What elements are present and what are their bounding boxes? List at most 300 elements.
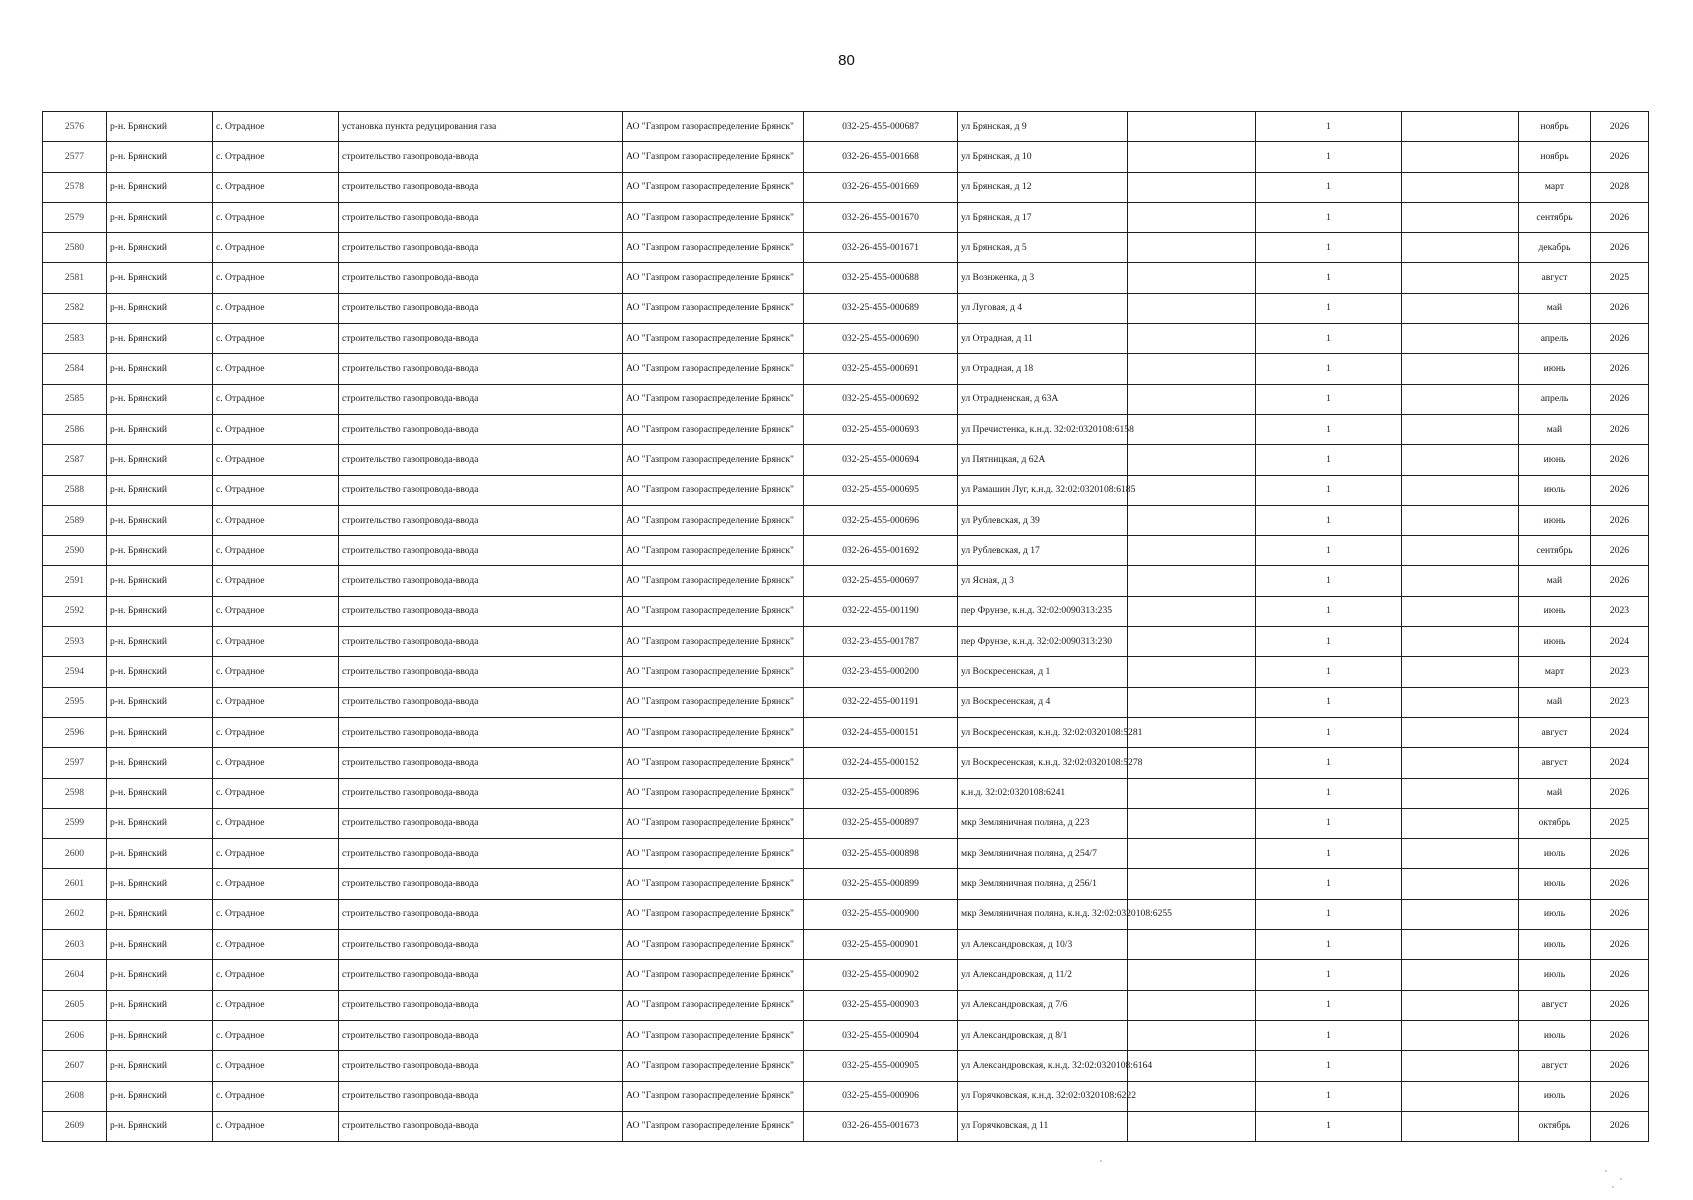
- year-cell: 2026: [1591, 233, 1649, 263]
- work-type-cell: строительство газопровода-ввода: [339, 536, 623, 566]
- address-cell: мкр Земляничная поляна, д 254/7: [958, 839, 1128, 869]
- object-code-cell: 032-23-455-000200: [804, 657, 958, 687]
- object-code-cell: 032-23-455-001787: [804, 627, 958, 657]
- object-code-cell: 032-26-455-001673: [804, 1111, 958, 1141]
- month-cell: июнь: [1519, 354, 1591, 384]
- empty-cell: [1128, 1081, 1256, 1111]
- count-cell: 1: [1256, 1081, 1402, 1111]
- organization-cell: АО "Газпром газораспределение Брянск": [623, 596, 804, 626]
- organization-cell: АО "Газпром газораспределение Брянск": [623, 142, 804, 172]
- village-cell: с. Отрадное: [213, 414, 339, 444]
- work-type-cell: строительство газопровода-ввода: [339, 869, 623, 899]
- object-code-cell: 032-24-455-000151: [804, 717, 958, 747]
- address-cell: ул Александровская, д 10/3: [958, 930, 1128, 960]
- table-row: [43, 505, 1649, 535]
- row-number-cell: 2606: [43, 1020, 107, 1050]
- year-cell: 2026: [1591, 505, 1649, 535]
- count-cell: 1: [1256, 930, 1402, 960]
- table-row: [43, 445, 1649, 475]
- year-cell: 2026: [1591, 354, 1649, 384]
- table-row: [43, 566, 1649, 596]
- village-cell: с. Отрадное: [213, 778, 339, 808]
- object-code-cell: 032-25-455-000690: [804, 324, 958, 354]
- work-type-cell: строительство газопровода-ввода: [339, 263, 623, 293]
- address-cell: ул Вознженка, д 3: [958, 263, 1128, 293]
- district-cell: р-н. Брянский: [107, 839, 213, 869]
- village-cell: с. Отрадное: [213, 1051, 339, 1081]
- district-cell: р-н. Брянский: [107, 1051, 213, 1081]
- month-cell: май: [1519, 293, 1591, 323]
- year-cell: 2026: [1591, 566, 1649, 596]
- month-cell: октябрь: [1519, 808, 1591, 838]
- organization-cell: АО "Газпром газораспределение Брянск": [623, 536, 804, 566]
- organization-cell: АО "Газпром газораспределение Брянск": [623, 657, 804, 687]
- empty-cell: [1128, 1111, 1256, 1141]
- month-cell: апрель: [1519, 324, 1591, 354]
- object-code-cell: 032-25-455-000691: [804, 354, 958, 384]
- work-type-cell: строительство газопровода-ввода: [339, 475, 623, 505]
- month-cell: сентябрь: [1519, 202, 1591, 232]
- organization-cell: АО "Газпром газораспределение Брянск": [623, 717, 804, 747]
- village-cell: с. Отрадное: [213, 475, 339, 505]
- work-type-cell: строительство газопровода-ввода: [339, 566, 623, 596]
- empty-cell: [1128, 869, 1256, 899]
- village-cell: с. Отрадное: [213, 112, 339, 142]
- scan-speck: [1100, 1160, 1102, 1162]
- address-cell: ул Александровская, д 7/6: [958, 990, 1128, 1020]
- empty-cell: [1402, 657, 1519, 687]
- object-code-cell: 032-25-455-000905: [804, 1051, 958, 1081]
- work-type-cell: строительство газопровода-ввода: [339, 960, 623, 990]
- count-cell: 1: [1256, 293, 1402, 323]
- district-cell: р-н. Брянский: [107, 324, 213, 354]
- year-cell: 2024: [1591, 627, 1649, 657]
- work-type-cell: строительство газопровода-ввода: [339, 414, 623, 444]
- row-number-cell: 2589: [43, 505, 107, 535]
- table-row: [43, 960, 1649, 990]
- organization-cell: АО "Газпром газораспределение Брянск": [623, 1051, 804, 1081]
- count-cell: 1: [1256, 354, 1402, 384]
- empty-cell: [1402, 293, 1519, 323]
- organization-cell: АО "Газпром газораспределение Брянск": [623, 748, 804, 778]
- organization-cell: АО "Газпром газораспределение Брянск": [623, 293, 804, 323]
- district-cell: р-н. Брянский: [107, 717, 213, 747]
- year-cell: 2026: [1591, 839, 1649, 869]
- empty-cell: [1128, 142, 1256, 172]
- empty-cell: [1402, 324, 1519, 354]
- empty-cell: [1128, 202, 1256, 232]
- work-type-cell: строительство газопровода-ввода: [339, 505, 623, 535]
- empty-cell: [1402, 414, 1519, 444]
- count-cell: 1: [1256, 324, 1402, 354]
- empty-cell: [1402, 566, 1519, 596]
- object-code-cell: 032-25-455-000696: [804, 505, 958, 535]
- object-code-cell: 032-25-455-000697: [804, 566, 958, 596]
- district-cell: р-н. Брянский: [107, 202, 213, 232]
- work-type-cell: строительство газопровода-ввода: [339, 778, 623, 808]
- row-number-cell: 2587: [43, 445, 107, 475]
- district-cell: р-н. Брянский: [107, 445, 213, 475]
- work-type-cell: строительство газопровода-ввода: [339, 384, 623, 414]
- empty-cell: [1128, 414, 1256, 444]
- organization-cell: АО "Газпром газораспределение Брянск": [623, 505, 804, 535]
- table-row: [43, 657, 1649, 687]
- row-number-cell: 2592: [43, 596, 107, 626]
- organization-cell: АО "Газпром газораспределение Брянск": [623, 233, 804, 263]
- count-cell: 1: [1256, 596, 1402, 626]
- address-cell: ул Пятницкая, д 62А: [958, 445, 1128, 475]
- empty-cell: [1402, 596, 1519, 626]
- district-cell: р-н. Брянский: [107, 505, 213, 535]
- empty-cell: [1128, 687, 1256, 717]
- organization-cell: АО "Газпром газораспределение Брянск": [623, 808, 804, 838]
- table-row: [43, 263, 1649, 293]
- count-cell: 1: [1256, 445, 1402, 475]
- count-cell: 1: [1256, 475, 1402, 505]
- gas-connection-table: [42, 111, 1649, 1142]
- object-code-cell: 032-26-455-001671: [804, 233, 958, 263]
- year-cell: 2028: [1591, 172, 1649, 202]
- table-row: [43, 748, 1649, 778]
- work-type-cell: строительство газопровода-ввода: [339, 717, 623, 747]
- organization-cell: АО "Газпром газораспределение Брянск": [623, 960, 804, 990]
- count-cell: 1: [1256, 990, 1402, 1020]
- month-cell: июль: [1519, 899, 1591, 929]
- empty-cell: [1402, 142, 1519, 172]
- village-cell: с. Отрадное: [213, 142, 339, 172]
- empty-cell: [1128, 748, 1256, 778]
- address-cell: ул Рублевская, д 17: [958, 536, 1128, 566]
- organization-cell: АО "Газпром газораспределение Брянск": [623, 839, 804, 869]
- count-cell: 1: [1256, 112, 1402, 142]
- empty-cell: [1402, 354, 1519, 384]
- district-cell: р-н. Брянский: [107, 1081, 213, 1111]
- empty-cell: [1402, 778, 1519, 808]
- month-cell: июль: [1519, 839, 1591, 869]
- row-number-cell: 2597: [43, 748, 107, 778]
- organization-cell: АО "Газпром газораспределение Брянск": [623, 899, 804, 929]
- month-cell: март: [1519, 172, 1591, 202]
- empty-cell: [1402, 990, 1519, 1020]
- table-body: [43, 112, 1649, 1142]
- organization-cell: АО "Газпром газораспределение Брянск": [623, 869, 804, 899]
- month-cell: май: [1519, 778, 1591, 808]
- empty-cell: [1402, 808, 1519, 838]
- empty-cell: [1128, 263, 1256, 293]
- village-cell: с. Отрадное: [213, 687, 339, 717]
- address-cell: ул Воскресенская, к.н.д. 32:02:0320108:5281: [958, 717, 1128, 747]
- address-cell: ул Воскресенская, д 4: [958, 687, 1128, 717]
- organization-cell: АО "Газпром газораспределение Брянск": [623, 990, 804, 1020]
- address-cell: ул Рамашин Луг, к.н.д. 32:02:0320108:6185: [958, 475, 1128, 505]
- count-cell: 1: [1256, 414, 1402, 444]
- year-cell: 2026: [1591, 202, 1649, 232]
- organization-cell: АО "Газпром газораспределение Брянск": [623, 687, 804, 717]
- month-cell: май: [1519, 414, 1591, 444]
- organization-cell: АО "Газпром газораспределение Брянск": [623, 384, 804, 414]
- district-cell: р-н. Брянский: [107, 960, 213, 990]
- year-cell: 2025: [1591, 808, 1649, 838]
- district-cell: р-н. Брянский: [107, 808, 213, 838]
- district-cell: р-н. Брянский: [107, 1111, 213, 1141]
- table-row: [43, 687, 1649, 717]
- empty-cell: [1128, 445, 1256, 475]
- empty-cell: [1402, 1111, 1519, 1141]
- organization-cell: АО "Газпром газораспределение Брянск": [623, 263, 804, 293]
- village-cell: с. Отрадное: [213, 990, 339, 1020]
- count-cell: 1: [1256, 778, 1402, 808]
- empty-cell: [1128, 717, 1256, 747]
- address-cell: мкр Земляничная поляна, д 223: [958, 808, 1128, 838]
- address-cell: ул Ясная, д 3: [958, 566, 1128, 596]
- work-type-cell: строительство газопровода-ввода: [339, 142, 623, 172]
- row-number-cell: 2601: [43, 869, 107, 899]
- organization-cell: АО "Газпром газораспределение Брянск": [623, 1111, 804, 1141]
- row-number-cell: 2580: [43, 233, 107, 263]
- organization-cell: АО "Газпром газораспределение Брянск": [623, 627, 804, 657]
- village-cell: с. Отрадное: [213, 293, 339, 323]
- organization-cell: АО "Газпром газораспределение Брянск": [623, 445, 804, 475]
- empty-cell: [1128, 566, 1256, 596]
- row-number-cell: 2583: [43, 324, 107, 354]
- district-cell: р-н. Брянский: [107, 596, 213, 626]
- object-code-cell: 032-25-455-000901: [804, 930, 958, 960]
- table-row: [43, 1051, 1649, 1081]
- address-cell: ул Брянская, д 17: [958, 202, 1128, 232]
- district-cell: р-н. Брянский: [107, 869, 213, 899]
- district-cell: р-н. Брянский: [107, 263, 213, 293]
- month-cell: декабрь: [1519, 233, 1591, 263]
- district-cell: р-н. Брянский: [107, 293, 213, 323]
- month-cell: май: [1519, 566, 1591, 596]
- row-number-cell: 2585: [43, 384, 107, 414]
- work-type-cell: строительство газопровода-ввода: [339, 839, 623, 869]
- month-cell: май: [1519, 687, 1591, 717]
- table-row: [43, 808, 1649, 838]
- empty-cell: [1128, 839, 1256, 869]
- table-row: [43, 1111, 1649, 1141]
- table-row: [43, 930, 1649, 960]
- object-code-cell: 032-25-455-000689: [804, 293, 958, 323]
- district-cell: р-н. Брянский: [107, 748, 213, 778]
- empty-cell: [1128, 778, 1256, 808]
- village-cell: с. Отрадное: [213, 202, 339, 232]
- month-cell: март: [1519, 657, 1591, 687]
- address-cell: ул Александровская, д 8/1: [958, 1020, 1128, 1050]
- object-code-cell: 032-25-455-000899: [804, 869, 958, 899]
- table-row: [43, 142, 1649, 172]
- district-cell: р-н. Брянский: [107, 414, 213, 444]
- row-number-cell: 2596: [43, 717, 107, 747]
- month-cell: июнь: [1519, 596, 1591, 626]
- count-cell: 1: [1256, 566, 1402, 596]
- object-code-cell: 032-25-455-000688: [804, 263, 958, 293]
- empty-cell: [1128, 354, 1256, 384]
- year-cell: 2026: [1591, 899, 1649, 929]
- table-row: [43, 384, 1649, 414]
- empty-cell: [1128, 627, 1256, 657]
- district-cell: р-н. Брянский: [107, 1020, 213, 1050]
- table-row: [43, 293, 1649, 323]
- empty-cell: [1128, 990, 1256, 1020]
- object-code-cell: 032-25-455-000900: [804, 899, 958, 929]
- table-row: [43, 475, 1649, 505]
- district-cell: р-н. Брянский: [107, 112, 213, 142]
- district-cell: р-н. Брянский: [107, 687, 213, 717]
- month-cell: июль: [1519, 1081, 1591, 1111]
- empty-cell: [1128, 960, 1256, 990]
- village-cell: с. Отрадное: [213, 596, 339, 626]
- work-type-cell: строительство газопровода-ввода: [339, 1020, 623, 1050]
- month-cell: июль: [1519, 960, 1591, 990]
- empty-cell: [1402, 233, 1519, 263]
- organization-cell: АО "Газпром газораспределение Брянск": [623, 414, 804, 444]
- object-code-cell: 032-26-455-001670: [804, 202, 958, 232]
- address-cell: мкр Земляничная поляна, д 256/1: [958, 869, 1128, 899]
- village-cell: с. Отрадное: [213, 748, 339, 778]
- address-cell: ул Отрадненская, д 63А: [958, 384, 1128, 414]
- year-cell: 2023: [1591, 687, 1649, 717]
- village-cell: с. Отрадное: [213, 657, 339, 687]
- object-code-cell: 032-26-455-001669: [804, 172, 958, 202]
- organization-cell: АО "Газпром газораспределение Брянск": [623, 1081, 804, 1111]
- month-cell: август: [1519, 1051, 1591, 1081]
- row-number-cell: 2591: [43, 566, 107, 596]
- object-code-cell: 032-25-455-000904: [804, 1020, 958, 1050]
- village-cell: с. Отрадное: [213, 899, 339, 929]
- month-cell: август: [1519, 990, 1591, 1020]
- address-cell: ул Брянская, д 5: [958, 233, 1128, 263]
- work-type-cell: строительство газопровода-ввода: [339, 445, 623, 475]
- table-row: [43, 172, 1649, 202]
- row-number-cell: 2605: [43, 990, 107, 1020]
- year-cell: 2026: [1591, 324, 1649, 354]
- object-code-cell: 032-22-455-001191: [804, 687, 958, 717]
- empty-cell: [1402, 263, 1519, 293]
- year-cell: 2023: [1591, 596, 1649, 626]
- work-type-cell: строительство газопровода-ввода: [339, 1081, 623, 1111]
- village-cell: с. Отрадное: [213, 717, 339, 747]
- empty-cell: [1402, 839, 1519, 869]
- empty-cell: [1402, 536, 1519, 566]
- empty-cell: [1402, 202, 1519, 232]
- empty-cell: [1128, 1020, 1256, 1050]
- district-cell: р-н. Брянский: [107, 778, 213, 808]
- row-number-cell: 2576: [43, 112, 107, 142]
- object-code-cell: 032-24-455-000152: [804, 748, 958, 778]
- month-cell: июль: [1519, 475, 1591, 505]
- district-cell: р-н. Брянский: [107, 566, 213, 596]
- address-cell: ул Луговая, д 4: [958, 293, 1128, 323]
- address-cell: пер Фрунзе, к.н.д. 32:02:0090313:235: [958, 596, 1128, 626]
- work-type-cell: строительство газопровода-ввода: [339, 354, 623, 384]
- address-cell: ул Александровская, д 11/2: [958, 960, 1128, 990]
- object-code-cell: 032-25-455-000687: [804, 112, 958, 142]
- count-cell: 1: [1256, 657, 1402, 687]
- work-type-cell: строительство газопровода-ввода: [339, 657, 623, 687]
- year-cell: 2026: [1591, 1020, 1649, 1050]
- organization-cell: АО "Газпром газораспределение Брянск": [623, 112, 804, 142]
- village-cell: с. Отрадное: [213, 1081, 339, 1111]
- count-cell: 1: [1256, 172, 1402, 202]
- year-cell: 2024: [1591, 717, 1649, 747]
- row-number-cell: 2595: [43, 687, 107, 717]
- empty-cell: [1128, 475, 1256, 505]
- row-number-cell: 2608: [43, 1081, 107, 1111]
- month-cell: июнь: [1519, 505, 1591, 535]
- year-cell: 2026: [1591, 960, 1649, 990]
- count-cell: 1: [1256, 263, 1402, 293]
- address-cell: ул Горячковская, к.н.д. 32:02:0320108:6222: [958, 1081, 1128, 1111]
- village-cell: с. Отрадное: [213, 263, 339, 293]
- month-cell: июнь: [1519, 445, 1591, 475]
- row-number-cell: 2588: [43, 475, 107, 505]
- district-cell: р-н. Брянский: [107, 384, 213, 414]
- object-code-cell: 032-25-455-000692: [804, 384, 958, 414]
- village-cell: с. Отрадное: [213, 566, 339, 596]
- village-cell: с. Отрадное: [213, 505, 339, 535]
- empty-cell: [1128, 657, 1256, 687]
- row-number-cell: 2598: [43, 778, 107, 808]
- object-code-cell: 032-25-455-000902: [804, 960, 958, 990]
- empty-cell: [1128, 172, 1256, 202]
- table-row: [43, 717, 1649, 747]
- empty-cell: [1402, 172, 1519, 202]
- table-row: [43, 324, 1649, 354]
- village-cell: с. Отрадное: [213, 324, 339, 354]
- address-cell: ул Брянская, д 9: [958, 112, 1128, 142]
- district-cell: р-н. Брянский: [107, 899, 213, 929]
- address-cell: ул Отрадная, д 18: [958, 354, 1128, 384]
- scan-speck: [1612, 1186, 1614, 1188]
- address-cell: ул Брянская, д 12: [958, 172, 1128, 202]
- village-cell: с. Отрадное: [213, 445, 339, 475]
- count-cell: 1: [1256, 536, 1402, 566]
- row-number-cell: 2578: [43, 172, 107, 202]
- empty-cell: [1402, 748, 1519, 778]
- empty-cell: [1402, 960, 1519, 990]
- address-cell: ул Александровская, к.н.д. 32:02:0320108:6164: [958, 1051, 1128, 1081]
- district-cell: р-н. Брянский: [107, 172, 213, 202]
- year-cell: 2026: [1591, 293, 1649, 323]
- empty-cell: [1402, 1051, 1519, 1081]
- count-cell: 1: [1256, 1051, 1402, 1081]
- row-number-cell: 2593: [43, 627, 107, 657]
- table-row: [43, 233, 1649, 263]
- work-type-cell: строительство газопровода-ввода: [339, 930, 623, 960]
- work-type-cell: строительство газопровода-ввода: [339, 748, 623, 778]
- address-cell: ул Рублевская, д 39: [958, 505, 1128, 535]
- month-cell: сентябрь: [1519, 536, 1591, 566]
- organization-cell: АО "Газпром газораспределение Брянск": [623, 354, 804, 384]
- year-cell: 2024: [1591, 748, 1649, 778]
- district-cell: р-н. Брянский: [107, 990, 213, 1020]
- row-number-cell: 2590: [43, 536, 107, 566]
- year-cell: 2026: [1591, 778, 1649, 808]
- month-cell: ноябрь: [1519, 142, 1591, 172]
- work-type-cell: строительство газопровода-ввода: [339, 687, 623, 717]
- count-cell: 1: [1256, 627, 1402, 657]
- count-cell: 1: [1256, 960, 1402, 990]
- table-row: [43, 627, 1649, 657]
- object-code-cell: 032-22-455-001190: [804, 596, 958, 626]
- page-number: 80: [838, 52, 855, 69]
- empty-cell: [1128, 233, 1256, 263]
- address-cell: ул Пречистенка, к.н.д. 32:02:0320108:6158: [958, 414, 1128, 444]
- work-type-cell: строительство газопровода-ввода: [339, 293, 623, 323]
- empty-cell: [1128, 505, 1256, 535]
- organization-cell: АО "Газпром газораспределение Брянск": [623, 1020, 804, 1050]
